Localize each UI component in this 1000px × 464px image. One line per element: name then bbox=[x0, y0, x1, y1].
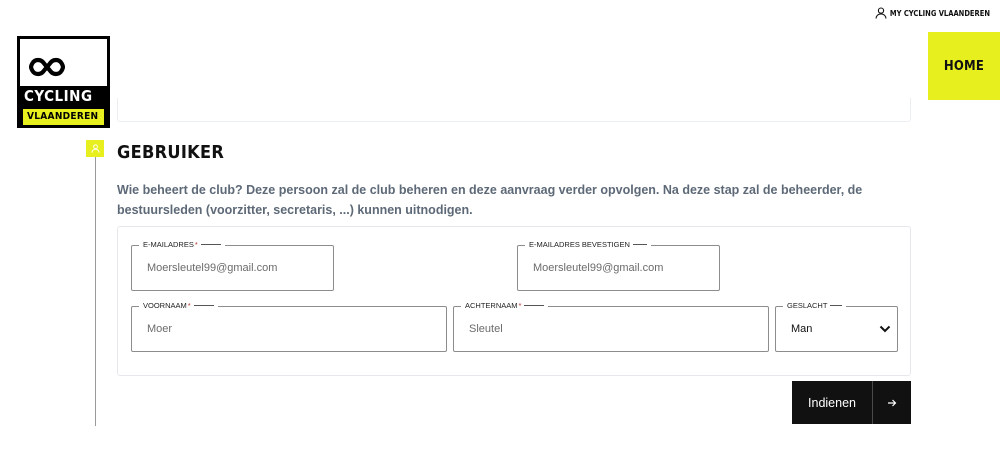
user-icon bbox=[875, 7, 887, 19]
home-button[interactable] bbox=[928, 32, 1000, 100]
last-name-value: Sleutel bbox=[469, 323, 503, 335]
account-label: MY CYCLING VLAANDEREN bbox=[889, 8, 990, 18]
gender-select[interactable] bbox=[775, 301, 898, 352]
label-dash bbox=[194, 305, 214, 306]
section-title: GEBRUIKER bbox=[117, 142, 225, 163]
infinity-logo-icon bbox=[29, 56, 65, 78]
step-timeline bbox=[95, 156, 96, 426]
first-name-label-wrap bbox=[139, 301, 218, 310]
email-label-wrap bbox=[139, 240, 225, 249]
last-name-field[interactable] bbox=[453, 301, 769, 352]
home-label: HOME bbox=[943, 58, 985, 74]
email-confirm-label: E-MAILADRES BEVESTIGEN bbox=[529, 240, 630, 249]
label-dash bbox=[524, 305, 544, 306]
first-name-value: Moer bbox=[147, 323, 173, 335]
user-form-card bbox=[117, 226, 911, 376]
chevron-down-icon bbox=[879, 325, 891, 333]
last-name-label: ACHTERNAAM bbox=[465, 301, 518, 310]
email-confirm-value: Moersleutel99@gmail.com bbox=[533, 262, 664, 274]
required-mark: * bbox=[187, 301, 191, 310]
submit-arrow bbox=[873, 381, 911, 424]
gender-value: Man bbox=[791, 323, 813, 335]
my-cycling-vlaanderen-link[interactable] bbox=[875, 7, 990, 19]
previous-step-card bbox=[117, 98, 911, 122]
email-value: Moersleutel99@gmail.com bbox=[147, 262, 278, 274]
arrow-right-icon bbox=[887, 398, 897, 408]
cycling-vlaanderen-logo[interactable] bbox=[17, 36, 110, 128]
step-badge bbox=[86, 140, 104, 157]
section-intro: Wie beheert de club? Deze persoon zal de club beheren en deze aanvraag verder opvolgen. Na deze stap zal de beheerder, de bestuursleden (voorzitter, secretaris, ...) kunnen uitnodigen. bbox=[117, 183, 863, 217]
required-mark: * bbox=[194, 240, 198, 249]
required-mark: * bbox=[518, 301, 522, 310]
label-dash bbox=[633, 244, 647, 245]
first-name-label: VOORNAAM bbox=[143, 301, 187, 310]
logo-word-vlaanderen-band bbox=[20, 107, 107, 125]
email-confirm-field[interactable] bbox=[517, 240, 720, 291]
email-field[interactable] bbox=[131, 240, 334, 291]
user-icon bbox=[91, 144, 100, 153]
logo-word-vlaanderen: VLAANDEREN bbox=[23, 109, 104, 125]
first-name-field[interactable] bbox=[131, 301, 447, 352]
email-confirm-label-wrap bbox=[525, 240, 651, 249]
last-name-label-wrap bbox=[461, 301, 548, 310]
gender-label: GESLACHT bbox=[787, 301, 828, 310]
email-label: E-MAILADRES bbox=[143, 240, 194, 249]
label-dash bbox=[201, 244, 221, 245]
label-dash bbox=[830, 305, 842, 306]
submit-button[interactable] bbox=[792, 381, 911, 424]
logo-word-cycling: CYCLING bbox=[20, 86, 107, 107]
submit-label: Indienen bbox=[808, 395, 856, 410]
gender-label-wrap bbox=[783, 301, 846, 310]
